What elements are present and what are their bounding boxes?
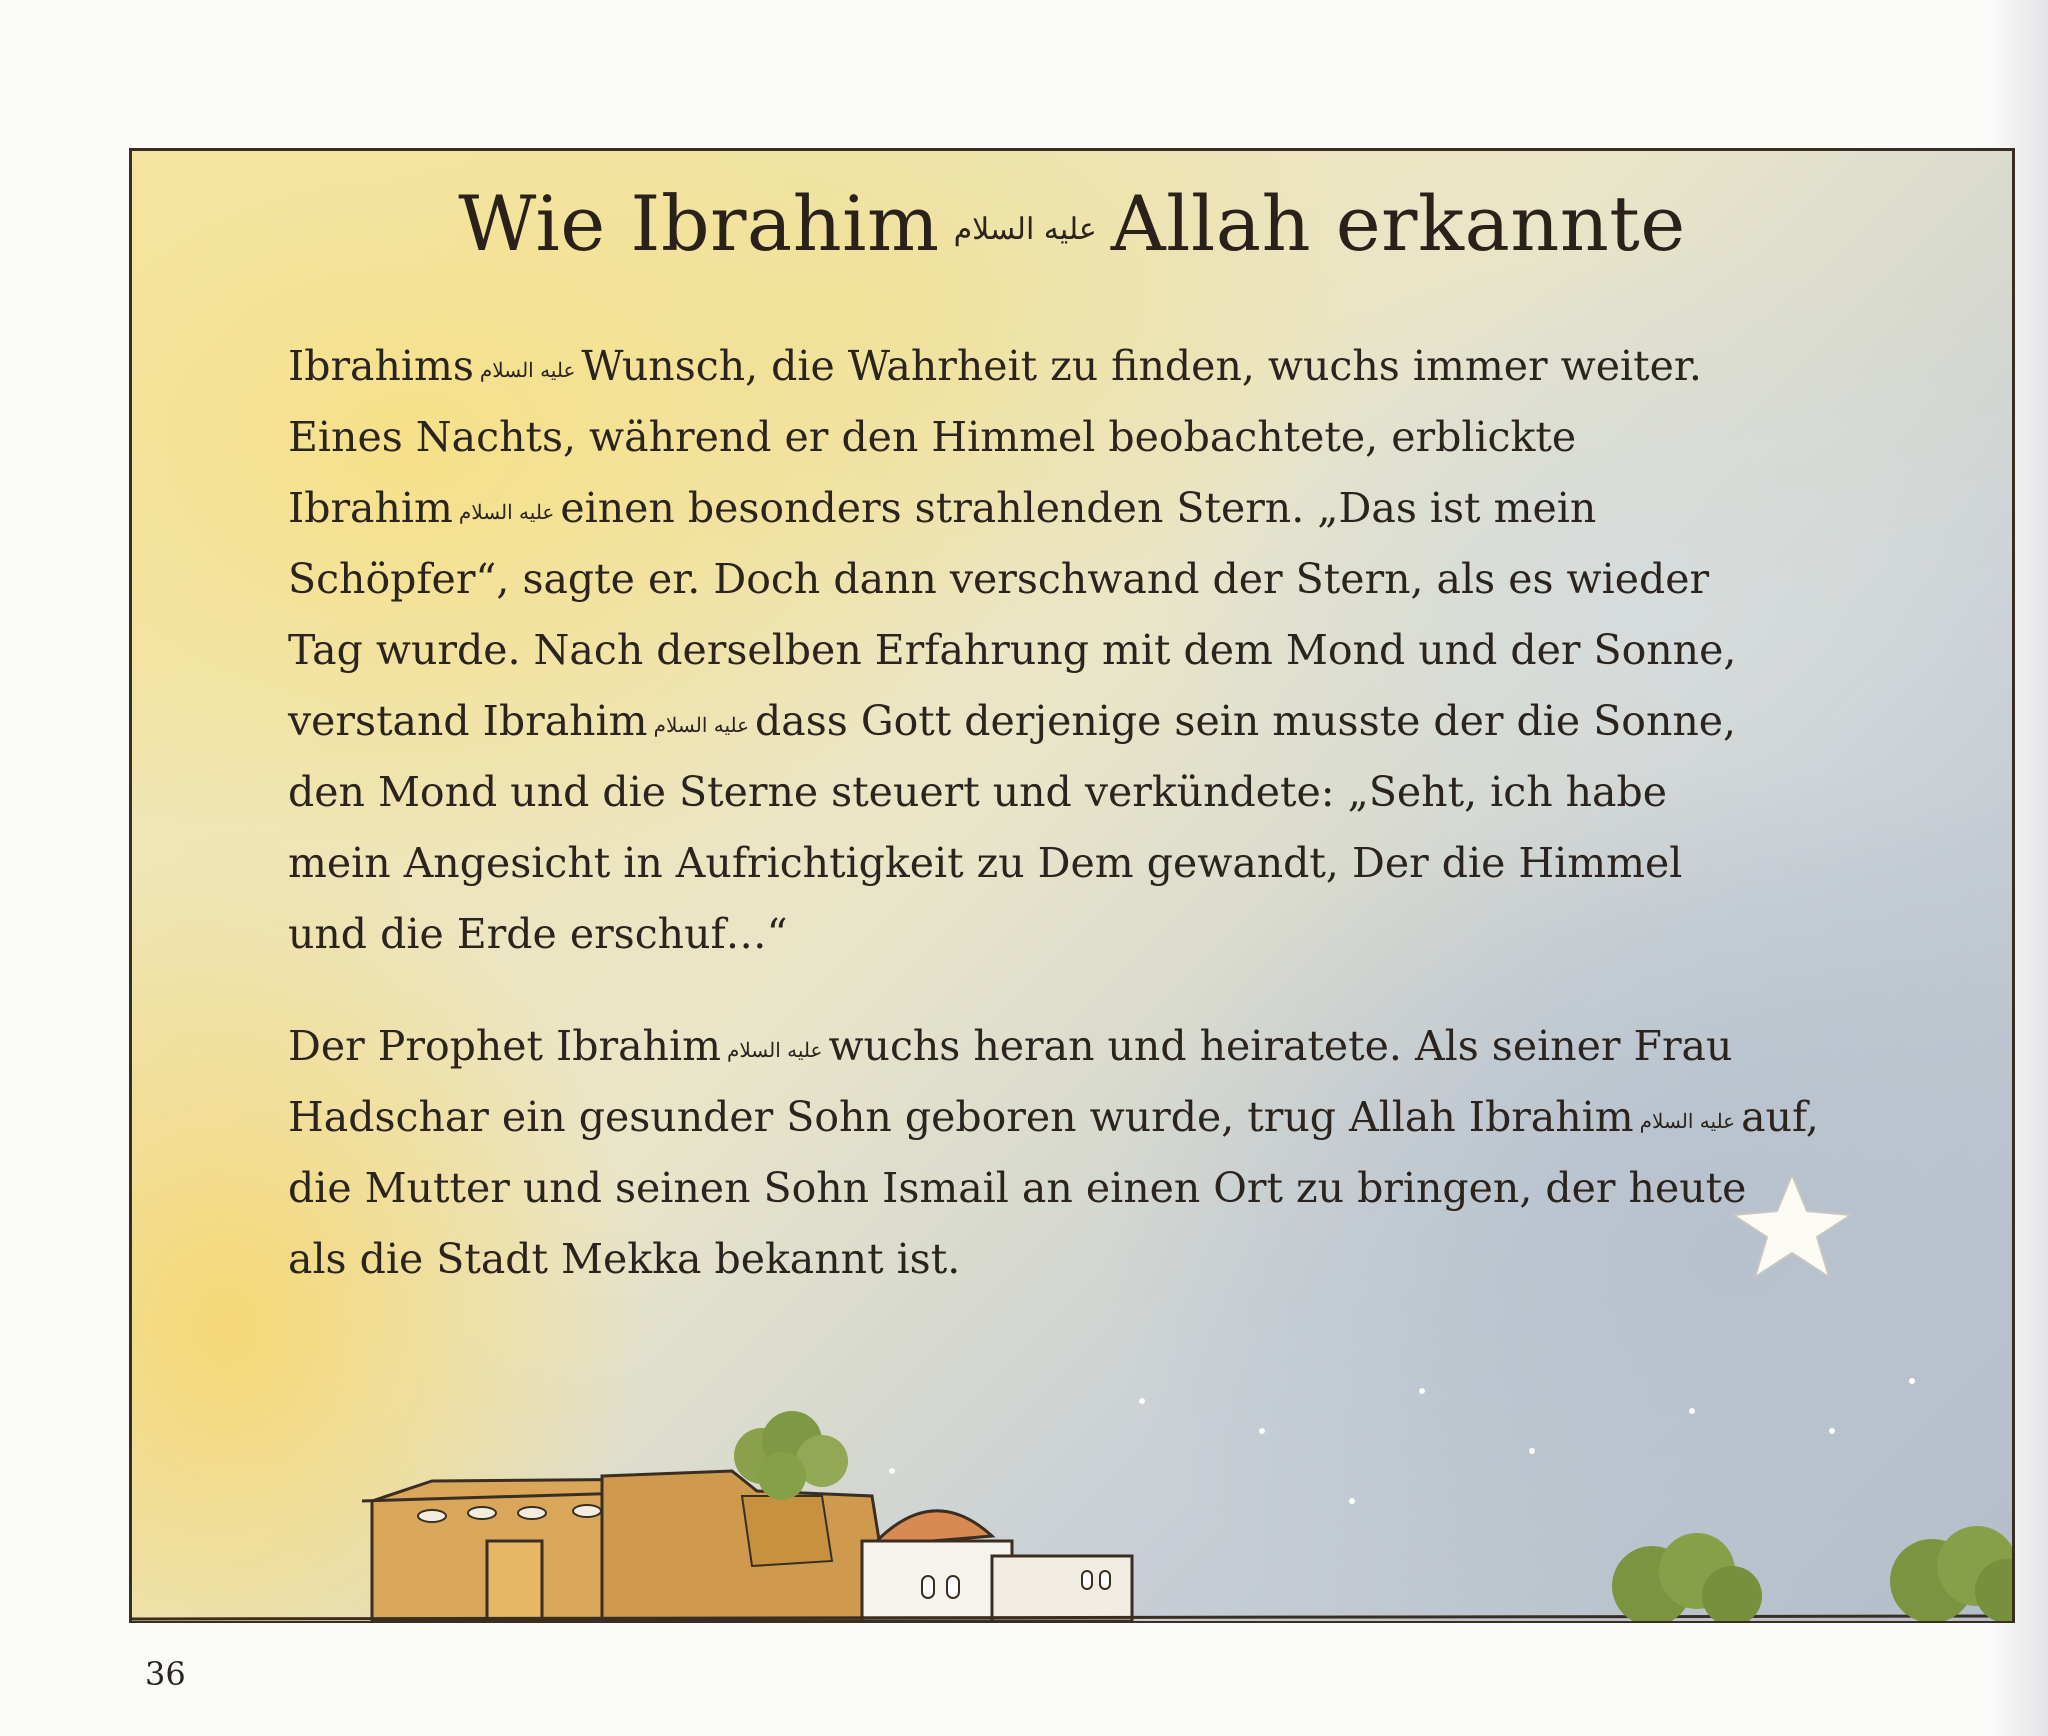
text-line <box>288 1082 1888 1153</box>
text-segment: Hadschar ein gesunder Sohn geboren wurde, trug Allah Ibrahim <box>288 1093 1634 1141</box>
illustration-panel <box>129 148 2015 1623</box>
title-part-2: Allah erkannte <box>1110 179 1686 268</box>
text-line: Eines Nachts, während er den Himmel beobachtete, erblickte <box>288 413 1577 461</box>
city-illustration <box>132 1361 2012 1621</box>
bush-icon <box>1890 1526 2012 1621</box>
text-line: den Mond und die Sterne steuert und verkündete: „Seht, ich habe <box>288 768 1668 816</box>
text-line <box>288 473 1888 544</box>
honorific-glyph: عليه السلام <box>653 712 750 737</box>
title-part-1: Wie Ibrahim <box>458 179 940 268</box>
text-segment: wuchs heran und heiratete. Als seiner Frau <box>828 1022 1733 1070</box>
text-segment: Der Prophet Ibrahim <box>288 1022 721 1070</box>
sky-dots <box>889 1378 1915 1504</box>
text-segment: Ibrahims <box>288 342 474 390</box>
honorific-glyph: عليه السلام <box>1639 1108 1736 1133</box>
star-icon <box>1727 1171 1857 1281</box>
honorific-glyph: عليه السلام <box>726 1037 823 1062</box>
page-title <box>132 179 2012 268</box>
page-number: 36 <box>145 1655 186 1693</box>
bush-icon <box>1612 1533 1762 1621</box>
text-line: als die Stadt Mekka bekannt ist. <box>288 1235 961 1283</box>
text-line: mein Angesicht in Aufrichtigkeit zu Dem gewandt, Der die Himmel <box>288 839 1683 887</box>
paragraph-2 <box>288 1011 1888 1295</box>
honorific-glyph: عليه السلام <box>479 357 576 382</box>
text-line <box>288 686 1888 757</box>
text-segment: auf, <box>1741 1093 1819 1141</box>
paragraph-1 <box>288 331 1888 970</box>
text-segment: verstand Ibrahim <box>288 697 648 745</box>
honorific-glyph: عليه السلام <box>458 499 555 524</box>
text-segment: dass Gott derjenige sein musste der die Sonne, <box>755 697 1737 745</box>
text-segment: einen besonders strahlenden Stern. „Das ist mein <box>560 484 1597 532</box>
earthen-tower <box>602 1471 892 1621</box>
text-line <box>288 1011 1888 1082</box>
text-segment: Ibrahim <box>288 484 453 532</box>
text-line: Schöpfer“, sagte er. Doch dann verschwand der Stern, als es wieder <box>288 555 1710 603</box>
text-line: die Mutter und seinen Sohn Ismail an einen Ort zu bringen, der heute <box>288 1164 1747 1212</box>
text-segment: Wunsch, die Wahrheit zu finden, wuchs immer weiter. <box>581 342 1702 390</box>
text-line <box>288 331 1888 402</box>
honorific-glyph: عليه السلام <box>953 212 1097 247</box>
domed-building <box>862 1511 1132 1621</box>
text-line: und die Erde erschuf…“ <box>288 910 788 958</box>
text-line: Tag wurde. Nach derselben Erfahrung mit dem Mond und der Sonne, <box>288 626 1737 674</box>
